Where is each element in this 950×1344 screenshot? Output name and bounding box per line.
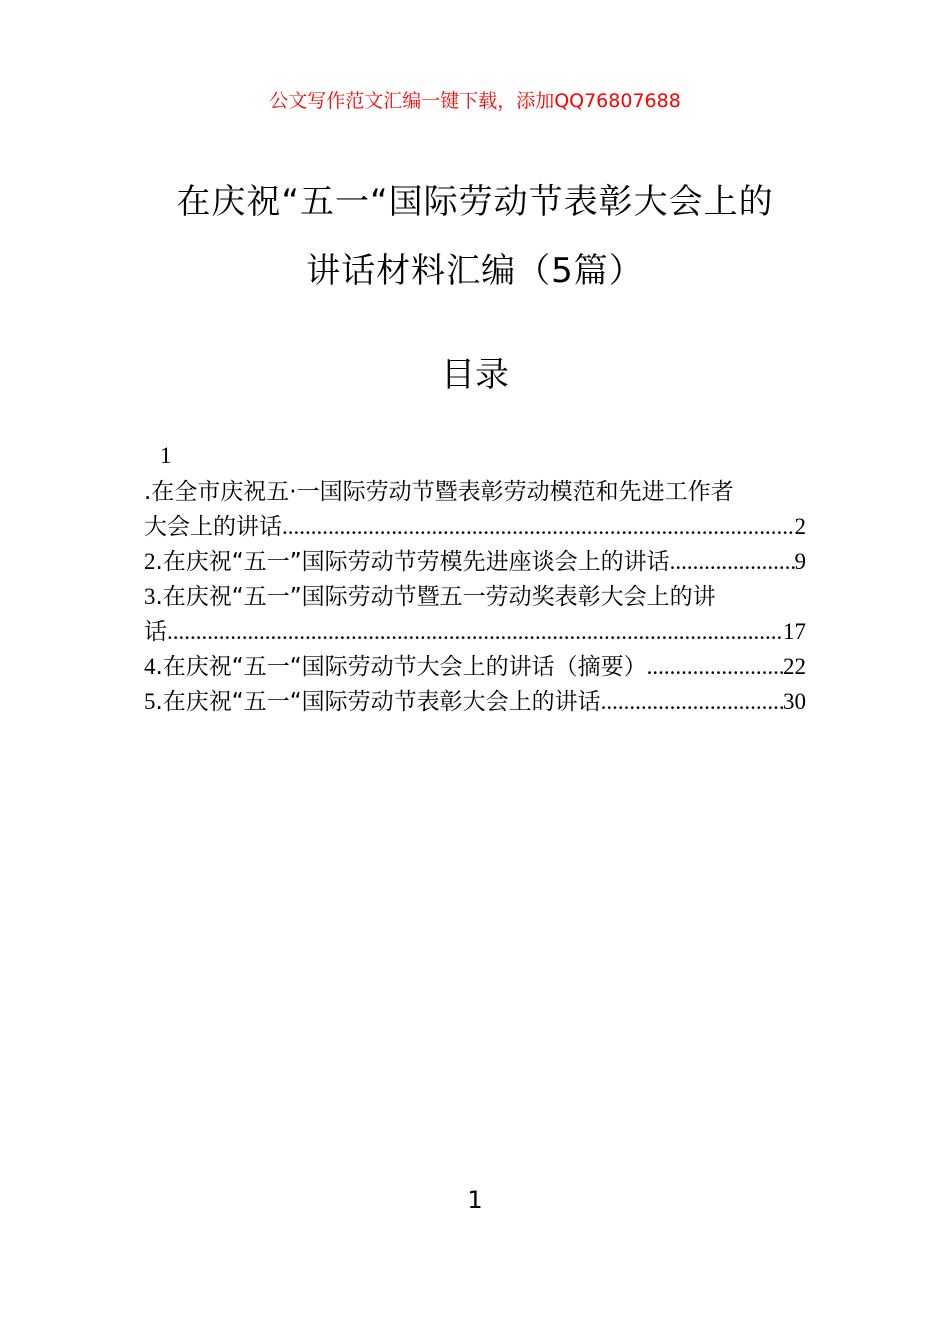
toc-entry-1-title[interactable]: .在全市庆祝五·一国际劳动节暨表彰劳动模范和先进工作者 [144, 479, 734, 505]
dot-leader [670, 545, 795, 579]
toc-entry-3-title[interactable]: 3.在庆祝“五一”国际劳动节暨五一劳动奖表彰大会上的讲 [144, 584, 716, 610]
toc-entry-1-page: 2 [794, 514, 806, 539]
toc-entry-1-number[interactable]: 1 [160, 443, 172, 468]
toc-heading: 目录 [441, 355, 509, 395]
toc-entry-2-page: 9 [794, 549, 806, 574]
toc-entry-4-page: 22 [783, 654, 806, 679]
toc-entry-5-page: 30 [783, 689, 806, 714]
toc-entry-3-leader[interactable]: 话 ..... 17 [144, 615, 806, 649]
toc-entry-2[interactable]: 2.在庆祝“五一”国际劳动节劳模先进座谈会上的讲话 ..... 9 [144, 545, 806, 579]
toc-entry-4[interactable]: 4.在庆祝“五一“国际劳动节大会上的讲话（摘要） ..... 22 [144, 650, 806, 684]
toc-entry-3-page: 17 [783, 619, 806, 644]
document-title-line-2: 讲话材料汇编（5篇） [306, 251, 644, 291]
dot-leader [282, 510, 795, 544]
dot-leader [601, 685, 783, 719]
toc-entry-1-leader[interactable]: 大会上的讲话 ..... 2 [144, 510, 806, 544]
dot-leader [167, 615, 783, 649]
toc-entry-5[interactable]: 5.在庆祝“五一“国际劳动节表彰大会上的讲话 ..... 30 [144, 685, 806, 719]
dot-leader [647, 650, 783, 684]
document-title-line-1: 在庆祝“五一“国际劳动节表彰大会上的 [176, 182, 774, 222]
download-banner[interactable]: 公文写作范文汇编一键下载，添加QQ76807688 [269, 90, 681, 112]
page-number: 1 [467, 1186, 483, 1214]
